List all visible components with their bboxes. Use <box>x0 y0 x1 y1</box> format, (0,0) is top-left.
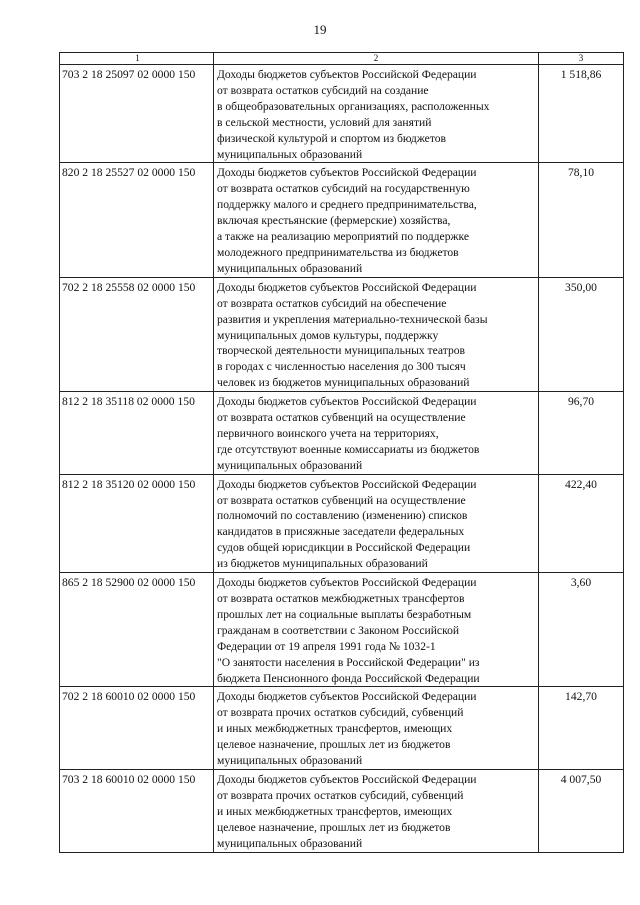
revenue-description-cell <box>214 687 539 770</box>
header-col-1: 1 <box>60 53 214 65</box>
description-line: от возврата остатков межбюджетных трансфертов <box>217 592 465 605</box>
revenue-description-cell <box>214 573 539 687</box>
description-line: муниципальных образований <box>217 261 363 275</box>
table-row <box>60 163 624 277</box>
revenue-description-cell <box>214 769 539 852</box>
description-line: и иных межбюджетных трансфертов, имеющих <box>217 722 453 736</box>
table-header-row <box>60 53 624 65</box>
table-row <box>60 65 624 163</box>
description-line: от возврата прочих остатков субсидий, субвенций <box>217 706 464 720</box>
description-line: муниципальных домов культуры, поддержку <box>217 328 439 342</box>
revenue-code-cell: 820 2 18 25527 02 0000 150 <box>60 163 214 277</box>
table-row <box>60 474 624 572</box>
amount-cell: 422,40 <box>539 474 624 572</box>
description-line: Доходы бюджетов субъектов Российской Федерации <box>217 690 477 704</box>
description-line: включая крестьянские (фермерские) хозяйства, <box>217 214 451 228</box>
description-line: Доходы бюджетов субъектов Российской Федерации <box>217 772 477 786</box>
description-line: судов общей юрисдикции в Российской Федерации <box>217 541 471 555</box>
description-line: полномочий по составлению (изменению) списков <box>217 509 468 523</box>
amount-cell: 78,10 <box>539 163 624 277</box>
budget-table <box>59 52 624 853</box>
description-line: молодежного предпринимательства из бюджетов <box>217 245 459 259</box>
description-line: от возврата остатков субсидий на создание <box>217 83 429 97</box>
description-line: от возврата остатков субвенций на осуществление <box>217 411 466 425</box>
revenue-description-cell <box>214 474 539 572</box>
description-line: Доходы бюджетов субъектов Российской Федерации <box>217 576 477 590</box>
description-line: человек из бюджетов муниципальных образований <box>217 376 470 390</box>
description-line: и иных межбюджетных трансфертов, имеющих <box>217 804 453 818</box>
description-line: Доходы бюджетов субъектов Российской Федерации <box>217 68 477 81</box>
amount-cell: 142,70 <box>539 687 624 770</box>
description-line: целевое назначение, прошлых лет из бюджетов <box>217 820 451 834</box>
table-row <box>60 687 624 770</box>
description-line: от возврата остатков субсидий на обеспечение <box>217 296 447 310</box>
revenue-description-cell <box>214 277 539 391</box>
description-line: Доходы бюджетов субъектов Российской Федерации <box>217 280 477 294</box>
description-line: развития и укрепления материально-технической базы <box>217 312 488 326</box>
revenue-description-cell <box>214 65 539 163</box>
revenue-code-cell: 812 2 18 35118 02 0000 150 <box>60 392 214 475</box>
page-number: 19 <box>313 22 327 37</box>
description-line: "О занятости населения в Российской Федерации" из <box>217 655 480 669</box>
description-line: муниципальных образований <box>217 458 363 472</box>
revenue-code-cell: 702 2 18 25558 02 0000 150 <box>60 277 214 391</box>
description-line: Федерации от 19 апреля 1991 года № 1032-1 <box>217 639 436 653</box>
description-line: Доходы бюджетов субъектов Российской Федерации <box>217 477 477 491</box>
description-line: прошлых лет на социальные выплаты безработным <box>217 607 472 621</box>
description-line: от возврата прочих остатков субсидий, субвенций <box>217 788 464 802</box>
revenue-code-cell: 703 2 18 60010 02 0000 150 <box>60 769 214 852</box>
revenue-code-cell: 865 2 18 52900 02 0000 150 <box>60 573 214 687</box>
amount-cell: 4 007,50 <box>539 769 624 852</box>
description-line: гражданам в соответствии с Законом Российской <box>217 623 460 637</box>
revenue-description-cell <box>214 392 539 475</box>
header-col-3: 3 <box>539 53 624 65</box>
amount-cell: 1 518,86 <box>539 65 624 163</box>
amount-cell: 96,70 <box>539 392 624 475</box>
revenue-code-cell: 703 2 18 25097 02 0000 150 <box>60 65 214 163</box>
description-line: от возврата остатков субвенций на осуществление <box>217 493 466 507</box>
description-line: Доходы бюджетов субъектов Российской Федерации <box>217 395 477 409</box>
description-line: в сельской местности, условий для занятий <box>217 115 432 129</box>
description-line: бюджета Пенсионного фонда Российской Федерации <box>217 671 480 685</box>
description-line: из бюджетов муниципальных образований <box>217 557 428 571</box>
table-row <box>60 573 624 687</box>
header-col-2: 2 <box>214 53 539 65</box>
table-row <box>60 769 624 852</box>
description-line: а также на реализацию мероприятий по поддержке <box>217 230 469 244</box>
amount-cell: 3,60 <box>539 573 624 687</box>
description-line: муниципальных образований <box>217 836 363 850</box>
revenue-description-cell <box>214 163 539 277</box>
description-line: целевое назначение, прошлых лет из бюджетов <box>217 738 451 752</box>
description-line: муниципальных образований <box>217 147 363 161</box>
revenue-code-cell: 812 2 18 35120 02 0000 150 <box>60 474 214 572</box>
description-line: творческой деятельности муниципальных театров <box>217 344 466 358</box>
description-line: муниципальных образований <box>217 754 363 768</box>
table-row <box>60 277 624 391</box>
description-line: где отсутствуют военные комиссариаты из бюджетов <box>217 442 480 456</box>
description-line: в общеобразовательных организациях, расположенных <box>217 99 490 113</box>
description-line: первичного воинского учета на территориях, <box>217 426 439 440</box>
revenue-code-cell: 702 2 18 60010 02 0000 150 <box>60 687 214 770</box>
description-line: физической культурой и спортом из бюджетов <box>217 131 447 145</box>
amount-cell: 350,00 <box>539 277 624 391</box>
description-line: в городах с численностью населения до 300 тысяч <box>217 360 466 374</box>
description-line: кандидатов в присяжные заседатели федеральных <box>217 525 465 539</box>
description-line: поддержку малого и среднего предпринимательства, <box>217 198 477 212</box>
description-line: Доходы бюджетов субъектов Российской Федерации <box>217 166 477 180</box>
table-row <box>60 392 624 475</box>
description-line: от возврата остатков субсидий на государственную <box>217 182 470 196</box>
